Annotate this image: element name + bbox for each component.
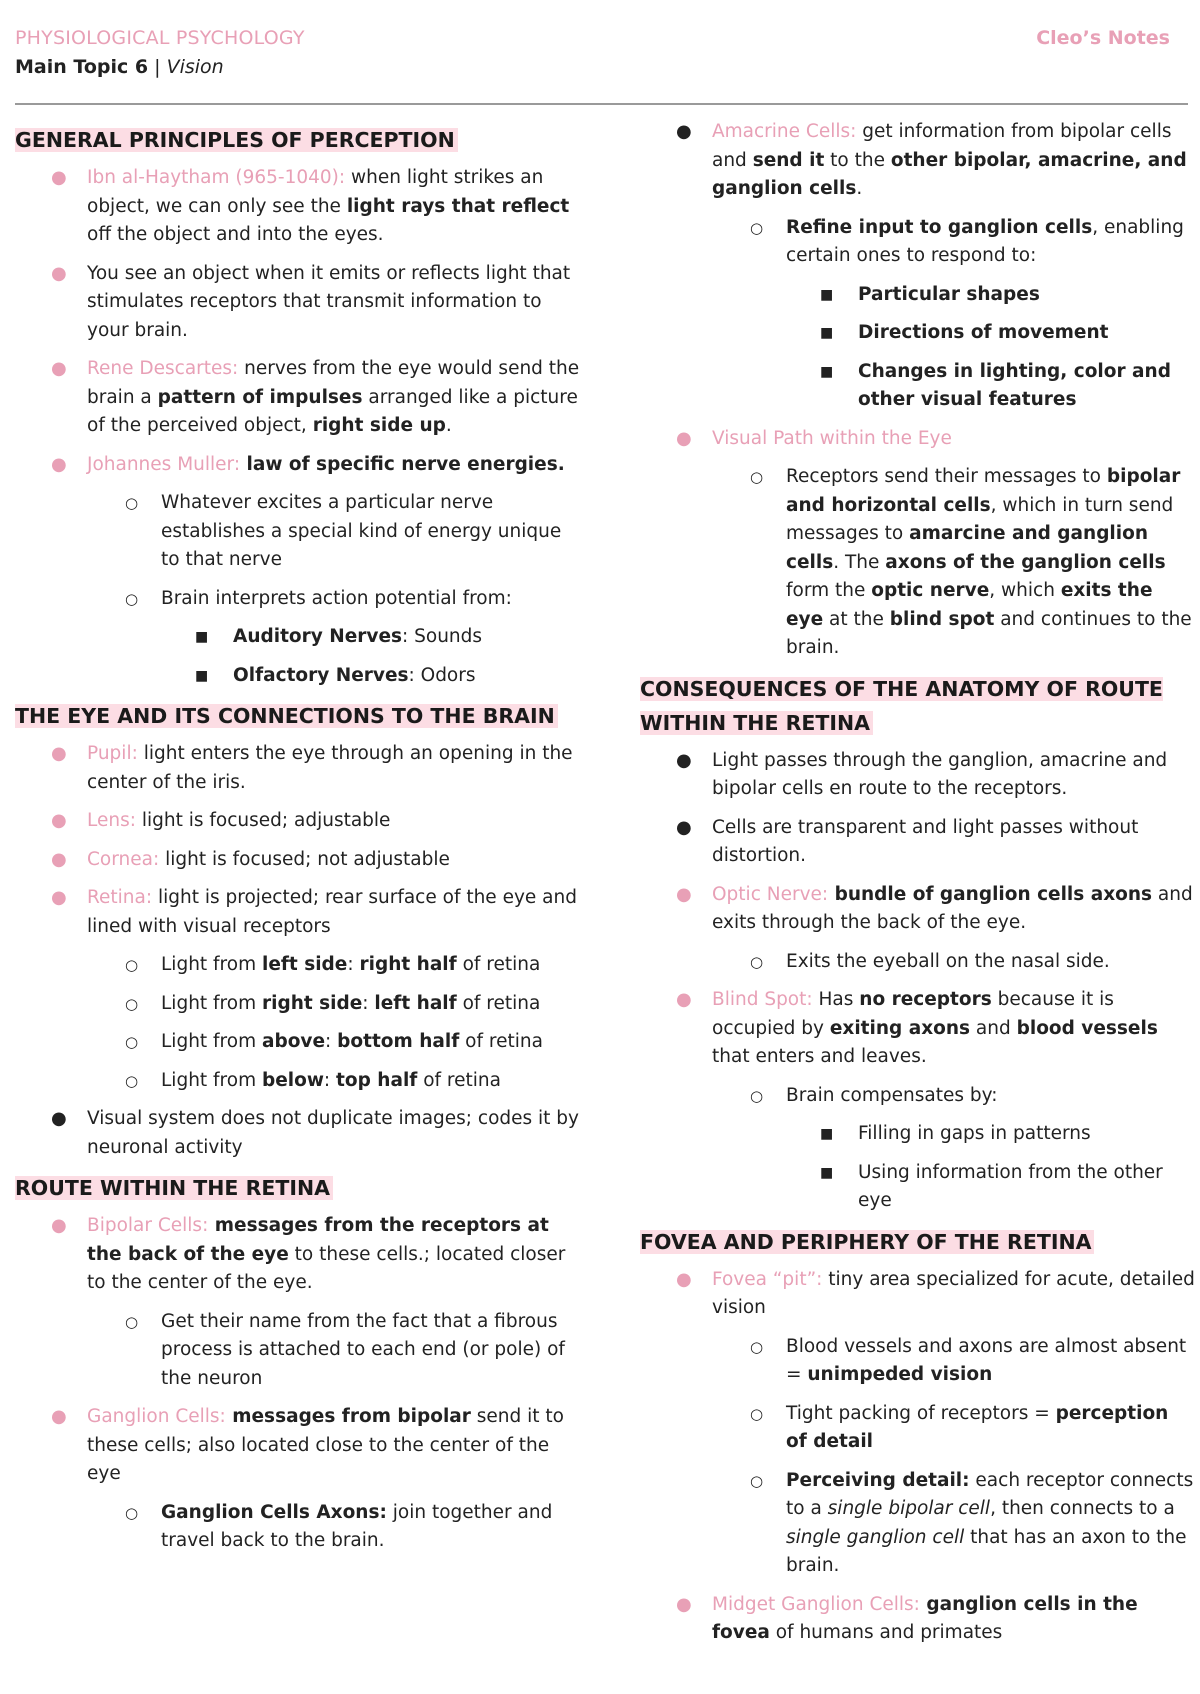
header-divider (15, 103, 1188, 105)
list-item: ■ Auditory Nerves: Sounds (15, 623, 580, 652)
bullet-icon: ● (676, 989, 692, 1010)
list-item: ○ Ganglion Cells Axons: join together and travel back to the brain. (15, 1499, 580, 1556)
list-item: ○ Exits the eyeball on the nasal side. (640, 948, 1195, 977)
list-item: ● Lens: light is focused; adjustable (15, 807, 580, 836)
square-bullet-icon: ■ (820, 363, 834, 380)
bullet-icon: ● (51, 810, 67, 831)
list-item: ○ Get their name from the fact that a fibrous process is attached to each end (or pole) of the neuron (15, 1308, 580, 1394)
circle-bullet-icon: ○ (750, 1471, 764, 1490)
author-label: Cleo’s Notes (1036, 27, 1170, 49)
list-item: ● Midget Ganglion Cells: ganglion cells in the fovea of humans and primates (640, 1591, 1195, 1648)
list-item: ● Visual system does not duplicate images; codes it by neuronal activity (15, 1105, 580, 1162)
bullet-icon: ● (51, 743, 67, 764)
list-item: ○ Brain interprets action potential from: (15, 585, 580, 614)
right-column (640, 118, 1195, 1658)
list-item: ○ Tight packing of receptors = perception of detail (640, 1400, 1195, 1457)
list-item: ○ Light from right side: left half of retina (15, 990, 580, 1019)
circle-bullet-icon: ○ (125, 494, 139, 512)
list-item: ○ Light from below: top half of retina (15, 1067, 580, 1096)
list-item: ● Retina: light is projected; rear surface of the eye and lined with visual receptors (15, 884, 580, 941)
list-item: ○ Whatever excites a particular nerve establishes a special kind of energy unique to that nerve (15, 489, 580, 575)
topic-separator: | (148, 56, 167, 78)
page-header (15, 27, 305, 78)
list-item: ● Cornea: light is focused; not adjustable (15, 846, 580, 875)
section-heading: FOVEA AND PERIPHERY OF THE RETINA (640, 1230, 1094, 1254)
list-item: ○ Blood vessels and axons are almost absent = unimpeded vision (640, 1333, 1195, 1390)
bullet-icon: ● (51, 1108, 67, 1129)
section-heading: GENERAL PRINCIPLES OF PERCEPTION (15, 128, 458, 152)
circle-bullet-icon: ○ (125, 1071, 139, 1090)
circle-bullet-icon: ○ (750, 468, 764, 486)
circle-bullet-icon: ○ (125, 1503, 139, 1522)
circle-bullet-icon: ○ (750, 1337, 764, 1356)
circle-bullet-icon: ○ (750, 1404, 764, 1423)
list-item: ● Fovea “pit”: tiny area specialized for acute, detailed vision (640, 1266, 1195, 1323)
list-item: ■ Directions of movement (640, 319, 1195, 348)
list-item: ○ Brain compensates by: (640, 1082, 1195, 1111)
list-item: ■ Olfactory Nerves: Odors (15, 662, 580, 691)
list-item: ● Amacrine Cells: get information from bipolar cells and send it to the other bipolar, amacrine, and ganglion cells. (640, 118, 1195, 204)
square-bullet-icon: ■ (820, 1126, 834, 1142)
section-heading: CONSEQUENCES OF THE ANATOMY OF ROUTE WITHIN THE RETINA (640, 676, 1163, 735)
left-column (15, 118, 580, 1566)
list-item: ● Bipolar Cells: messages from the receptors at the back of the eye to these cells.; located closer to the center of the eye. (15, 1212, 580, 1298)
list-item: ● Johannes Muller: law of specific nerve energies. (15, 451, 580, 480)
bullet-icon: ● (676, 749, 692, 771)
bullet-icon: ● (51, 1215, 67, 1236)
bullet-icon: ● (676, 883, 692, 905)
bullet-icon: ● (51, 1406, 67, 1427)
circle-bullet-icon: ○ (750, 218, 764, 237)
bullet-icon: ● (676, 816, 692, 838)
list-item: ● You see an object when it emits or reflects light that stimulates receptors that transmit information to your brain. (15, 260, 580, 346)
bullet-icon: ● (676, 1593, 692, 1615)
list-item: ■ Using information from the other eye (640, 1159, 1195, 1216)
circle-bullet-icon: ○ (125, 1033, 139, 1051)
circle-bullet-icon: ○ (750, 1086, 764, 1105)
list-item: ○ Light from above: bottom half of retina (15, 1028, 580, 1057)
square-bullet-icon: ■ (820, 325, 834, 341)
list-item: ■ Changes in lighting, color and other visual features (640, 358, 1195, 415)
list-item: ■ Particular shapes (640, 281, 1195, 310)
section-heading: THE EYE AND ITS CONNECTIONS TO THE BRAIN (15, 704, 558, 728)
square-bullet-icon: ■ (820, 1164, 834, 1181)
list-item: ○ Perceiving detail: each receptor connects to a single bipolar cell, then connects to a single ganglion cell that has an axon to the brain. (640, 1467, 1195, 1581)
course-title: PHYSIOLOGICAL PSYCHOLOGY (15, 27, 305, 49)
square-bullet-icon: ■ (820, 286, 834, 303)
bullet-icon: ● (676, 121, 692, 142)
list-item: ○ Receptors send their messages to bipolar and horizontal cells, which in turn send messages to amarcine and ganglion cells. The axons of the ganglion cells form the optic nerve, which exits the eye at the blind spot and continues to the brain. (640, 463, 1195, 663)
topic-line (15, 56, 305, 78)
circle-bullet-icon: ○ (125, 956, 139, 974)
list-item: ■ Filling in gaps in patterns (640, 1120, 1195, 1149)
bullet-icon: ● (51, 358, 67, 379)
bullet-icon: ● (676, 1268, 692, 1290)
list-item: ○ Light from left side: right half of retina (15, 951, 580, 980)
list-item: ● Blind Spot: Has no receptors because it is occupied by exiting axons and blood vessels that enters and leaves. (640, 986, 1195, 1072)
bullet-icon: ● (676, 427, 692, 449)
bullet-icon: ● (51, 262, 67, 284)
list-item: ● Light passes through the ganglion, amacrine and bipolar cells en route to the receptors. (640, 747, 1195, 804)
bullet-icon: ● (51, 848, 67, 870)
circle-bullet-icon: ○ (750, 952, 764, 971)
list-item: ● Pupil: light enters the eye through an opening in the center of the iris. (15, 740, 580, 797)
circle-bullet-icon: ○ (125, 1312, 139, 1331)
circle-bullet-icon: ○ (125, 589, 139, 608)
bullet-icon: ● (51, 453, 67, 475)
list-item: ● Ganglion Cells: messages from bipolar send it to these cells; also located close to the center of the eye (15, 1403, 580, 1489)
circle-bullet-icon: ○ (125, 994, 139, 1013)
list-item: ● Visual Path within the Eye (640, 425, 1195, 454)
square-bullet-icon: ■ (195, 667, 209, 684)
bullet-icon: ● (51, 887, 67, 908)
topic-number: Main Topic 6 (15, 56, 149, 78)
square-bullet-icon: ■ (195, 629, 209, 645)
list-item: ● Rene Descartes: nerves from the eye would send the brain a pattern of impulses arranged like a picture of the perceived object, right side up. (15, 355, 580, 441)
bullet-icon: ● (51, 167, 67, 188)
topic-name: Vision (166, 56, 224, 78)
section-heading: ROUTE WITHIN THE RETINA (15, 1176, 333, 1200)
list-item: ● Optic Nerve: bundle of ganglion cells axons and exits through the back of the eye. (640, 881, 1195, 938)
list-item: ○ Refine input to ganglion cells, enabling certain ones to respond to: (640, 214, 1195, 271)
list-item: ● Cells are transparent and light passes without distortion. (640, 814, 1195, 871)
list-item: ● Ibn al-Haytham (965-1040): when light strikes an object, we can only see the light rays that reflect off the object and into the eyes. (15, 164, 580, 250)
